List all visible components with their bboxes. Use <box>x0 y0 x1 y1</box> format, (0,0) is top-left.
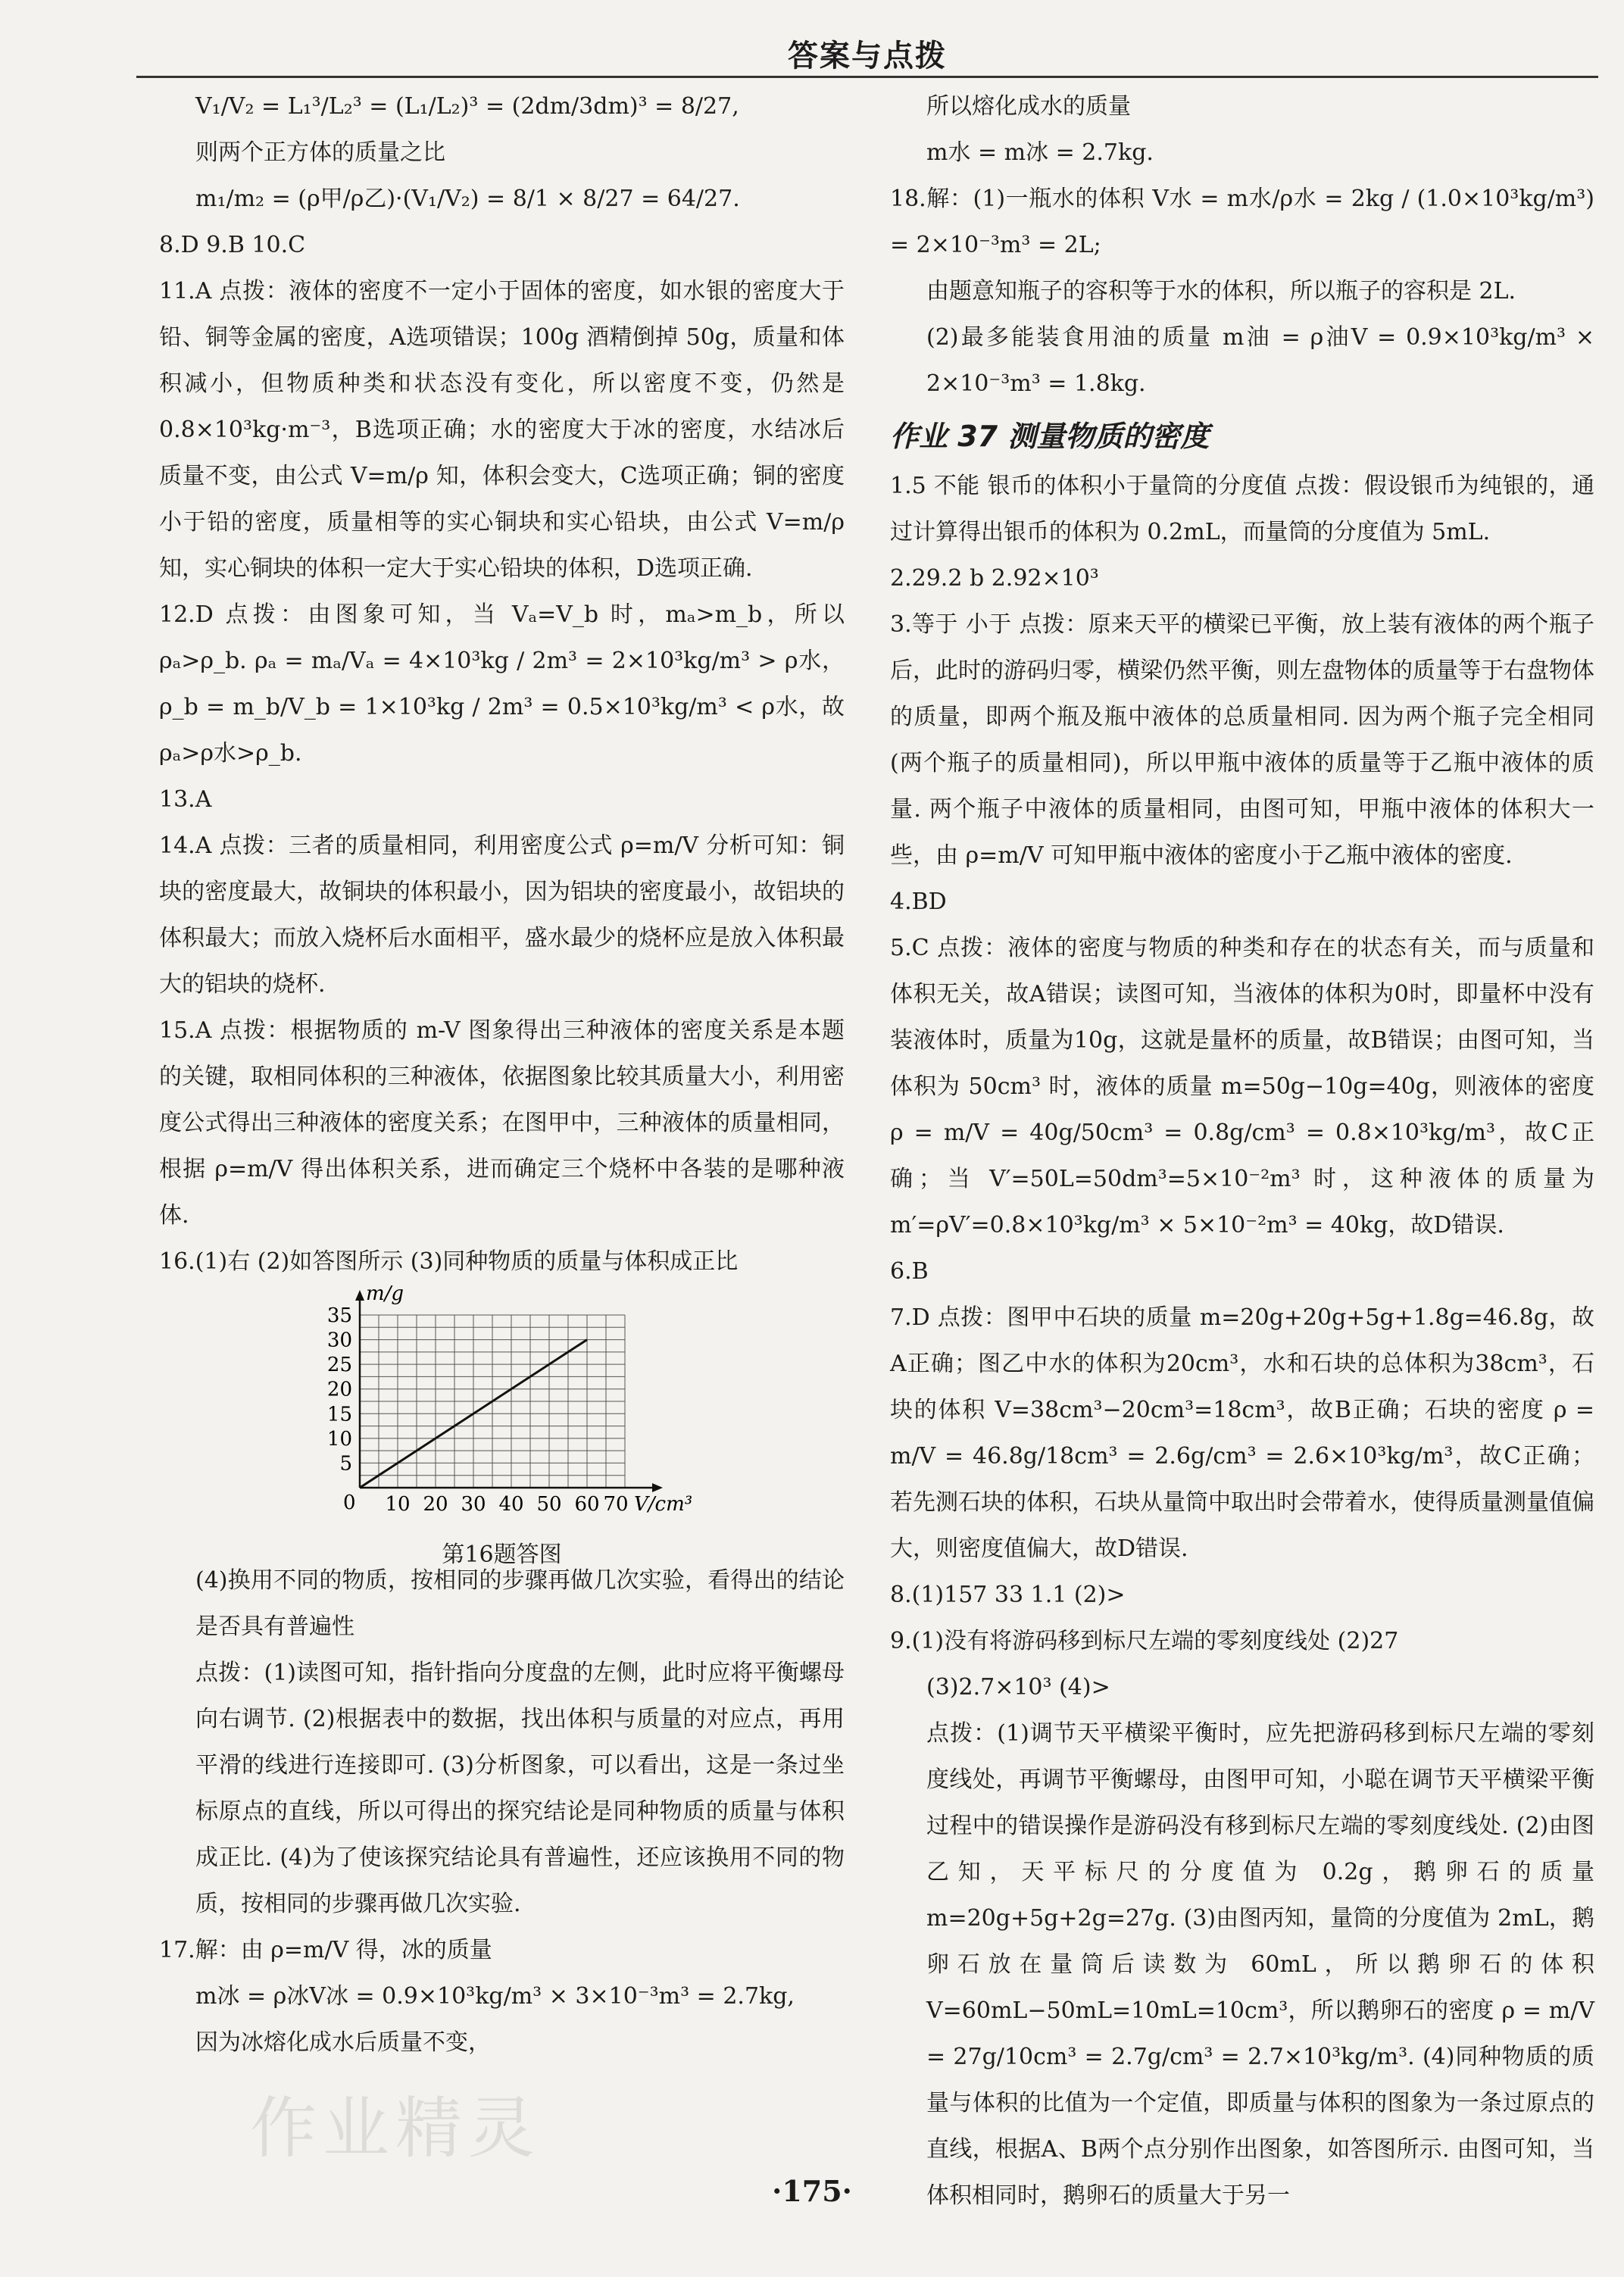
answer-s9-line: (3)2.7×10³ (4)> <box>926 1674 1110 1701</box>
mv-graph <box>159 1285 845 1520</box>
left-column <box>159 83 845 2066</box>
right-column <box>890 83 1594 2219</box>
answer-line: m水 = m冰 = 2.7kg. <box>926 139 1154 166</box>
x-tick-label: 10 <box>385 1493 411 1516</box>
answer-s3: 3.等于 小于 点拨：原来天平的横梁已平衡，放上装有液体的两个瓶子后，此时的游码归零，横梁仍然平衡，则左盘物体的质量等于右盘物体的质量，即两个瓶及瓶中液体的总质量相同. 因为两个瓶子完全相同(两个瓶子的质量相同)，所以甲瓶中液体的质量等于乙瓶中液体的质量. 两个瓶子中液体的质量相同，由图可知，甲瓶中液体的体积大一些，由 ρ=m/V 可知甲瓶中液体的密度小于乙瓶中液体的密度. <box>890 611 1594 869</box>
y-tick-label: 5 <box>339 1452 352 1476</box>
x-axis-label: V/cm³ <box>634 1493 693 1516</box>
x-tick-label: 30 <box>461 1493 486 1516</box>
answer-s2: 2.29.2 b 2.92×10³ <box>890 565 1099 592</box>
answer-17: 17.解：由 ρ=m/V 得，冰的质量 <box>159 1937 492 1963</box>
answer-s9: 9.(1)没有将游码移到标尺左端的零刻度线处 (2)27 <box>890 1628 1399 1654</box>
answer-18-line: (2)最多能装食用油的质量 m油 = ρ油V = 0.9×10³kg/m³ × 2×10⁻³m³ = 1.8kg. <box>926 324 1594 397</box>
x-tick-label: 20 <box>423 1493 448 1516</box>
answer-line: 则两个正方体的质量之比 <box>195 139 445 166</box>
y-axis-label: m/g <box>366 1285 404 1305</box>
x-tick-label: 60 <box>574 1493 600 1516</box>
answer-s1: 1.5 不能 银币的体积小于量筒的分度值 点拨：假设银币为纯银的，通过计算得出银币的体积为 0.2mL，而量筒的分度值为 5mL. <box>890 473 1594 545</box>
figure-caption: 第16题答图 <box>442 1541 562 1568</box>
answer-13: 13.A <box>159 786 212 813</box>
answer-line: 8.D 9.B 10.C <box>159 232 306 258</box>
answer-s7: 7.D 点拨：图甲中石块的质量 m=20g+20g+5g+1.8g=46.8g，故A正确；图乙中水的体积为20cm³，水和石块的总体积为38cm³，石块的体积 V=38cm³−20cm³=18cm³，故B正确；石块的密度 ρ = m/V = 46.8g/18cm³ = 2.6g/cm³ = 2.6×10³kg/m³，故C正确；若先测石块的体积，石块从量筒中取出时会带着水，使得质量测量值偏大，则密度值偏大，故D错误. <box>890 1304 1594 1562</box>
answer-s9-note: 点拨：(1)调节天平横梁平衡时，应先把游码移到标尺左端的零刻度线处，再调节平衡螺母，由图甲可知，小聪在调节天平横梁平衡过程中的错误操作是游码没有移到标尺左端的零刻度线处. (2)由图乙知，天平标尺的分度值为 0.2g，鹅卵石的质量 m=20g+5g+2g=27g. (3)由图丙知，量筒的分度值为 2mL，鹅卵石放在量筒后读数为 60mL，所以鹅卵石的体积 V=60mL−50mL=10mL=10cm³，所以鹅卵石的密度 ρ = m/V = 27g/10cm³ = 2.7g/cm³ = 2.7×10³kg/m³. (4)同种物质的质量与体积的比值为一个定值，即质量与体积的图象为一条过原点的直线，根据A、B两个点分别作出图象，如答图所示. 由图可知，当体积相同时，鹅卵石的质量大于另一 <box>926 1720 1594 2209</box>
answer-12: 12.D 点拨：由图象可知，当 Vₐ=V_b 时，mₐ>m_b，所以 ρₐ>ρ_b. ρₐ = mₐ/Vₐ = 4×10³kg / 2m³ = 2×10³kg/m³ > ρ水，ρ_b = m_b/V_b = 1×10³kg / 2m³ = 0.5×10³kg/m³ < ρ水，故 ρₐ>ρ水>ρ_b. <box>159 601 845 767</box>
answer-17-line: m冰 = ρ冰V冰 = 0.9×10³kg/m³ × 3×10⁻³m³ = 2.7kg, <box>195 1983 795 2010</box>
mv-graph-figure <box>159 1285 845 1568</box>
answer-s5: 5.C 点拨：液体的密度与物质的种类和存在的状态有关，而与质量和体积无关，故A错误；读图可知，当液体的体积为0时，即量杯中没有装液体时，质量为10g，这就是量杯的质量，故B错误；由图可知，当体积为 50cm³ 时，液体的质量 m=50g−10g=40g，则液体的密度 ρ = m/V = 40g/50cm³ = 0.8g/cm³ = 0.8×10³kg/m³，故C正确；当 V′=50L=50dm³=5×10⁻²m³ 时，这种液体的质量为 m′=ρV′=0.8×10³kg/m³ × 5×10⁻²m³ = 40kg，故D错误. <box>890 935 1594 1238</box>
answer-line: V₁/V₂ = L₁³/L₂³ = (L₁/L₂)³ = (2dm/3dm)³ = 8/27, <box>195 93 739 120</box>
x-tick-label: 50 <box>536 1493 562 1516</box>
answer-line: 所以熔化成水的质量 <box>926 93 1131 120</box>
answer-18: 18.解：(1)一瓶水的体积 V水 = m水/ρ水 = 2kg / (1.0×10³kg/m³) = 2×10⁻³m³ = 2L; <box>890 186 1594 258</box>
answer-11: 11.A 点拨：液体的密度不一定小于固体的密度，如水银的密度大于铅、铜等金属的密度，A选项错误；100g 酒精倒掉 50g，质量和体积减小，但物质种类和状态没有变化，所以密度不变，仍然是 0.8×10³kg·m⁻³，B选项正确；水的密度大于冰的密度，水结冰后质量不变，由公式 V=m/ρ 知，体积会变大，C选项正确；铜的密度小于铅的密度，质量相等的实心铜块和实心铅块，由公式 V=m/ρ 知，实心铜块的体积一定大于实心铅块的体积，D选项正确. <box>159 278 845 582</box>
watermark: 作业精灵 <box>250 2089 542 2167</box>
y-axis-arrow <box>355 1290 364 1301</box>
page-header <box>136 23 1598 78</box>
origin-label: 0 <box>343 1491 356 1514</box>
answer-15: 15.A 点拨：根据物质的 m-V 图象得出三种液体的密度关系是本题的关键，取相同体积的三种液体，依据图象比较其质量大小，利用密度公式得出三种液体的密度关系；在图甲中，三种液体的质量相同，根据 ρ=m/V 得出体积关系，进而确定三个烧杯中各装的是哪种液体. <box>159 1017 845 1229</box>
answer-s8: 8.(1)157 33 1.1 (2)> <box>890 1582 1126 1608</box>
section-title: 作业 37 测量物质的密度 <box>890 420 1210 453</box>
x-axis-arrow <box>652 1483 663 1492</box>
answer-s4: 4.BD <box>890 889 947 915</box>
answer-s6: 6.B <box>890 1258 929 1285</box>
answer-16-note: 点拨：(1)读图可知，指针指向分度盘的左侧，此时应将平衡螺母向右调节. (2)根据表中的数据，找出体积与质量的对应点，再用平滑的线进行连接即可. (3)分析图象，可以看出，这是一条过坐标原点的直线，所以可得出的探究结论是同种物质的质量与体积成正比. (4)为了使该探究结论具有普遍性，还应该换用不同的物质，按相同的步骤再做几次实验. <box>195 1660 845 1917</box>
page-number: ·175· <box>772 2174 852 2208</box>
y-tick-label: 10 <box>326 1427 352 1451</box>
answer-16: 16.(1)右 (2)如答图所示 (3)同种物质的质量与体积成正比 <box>159 1248 739 1275</box>
y-tick-label: 20 <box>326 1378 352 1401</box>
header-title: 答案与点拨 <box>788 39 947 73</box>
answer-18-line: 由题意知瓶子的容积等于水的体积，所以瓶子的容积是 2L. <box>926 278 1516 305</box>
x-tick-label: 70 <box>603 1493 629 1516</box>
answer-16-4: (4)换用不同的物质，按相同的步骤再做几次实验，看得出的结论是否具有普遍性 <box>195 1567 845 1640</box>
answer-14: 14.A 点拨：三者的质量相同，利用密度公式 ρ=m/V 分析可知：铜块的密度最大，故铜块的体积最小，因为铝块的密度最小，故铝块的体积最大；而放入烧杯后水面相平，盛水最少的烧杯应是放入体积最大的铝块的烧杯. <box>159 832 845 998</box>
y-tick-label: 35 <box>326 1304 352 1327</box>
x-tick-label: 40 <box>498 1493 524 1516</box>
answer-17-line: 因为冰熔化成水后质量不变， <box>195 2029 491 2056</box>
y-tick-label: 25 <box>326 1354 352 1377</box>
answer-line: m₁/m₂ = (ρ甲/ρ乙)·(V₁/V₂) = 8/1 × 8/27 = 64/27. <box>195 186 740 212</box>
y-tick-label: 15 <box>326 1403 352 1426</box>
y-tick-label: 30 <box>326 1329 352 1352</box>
